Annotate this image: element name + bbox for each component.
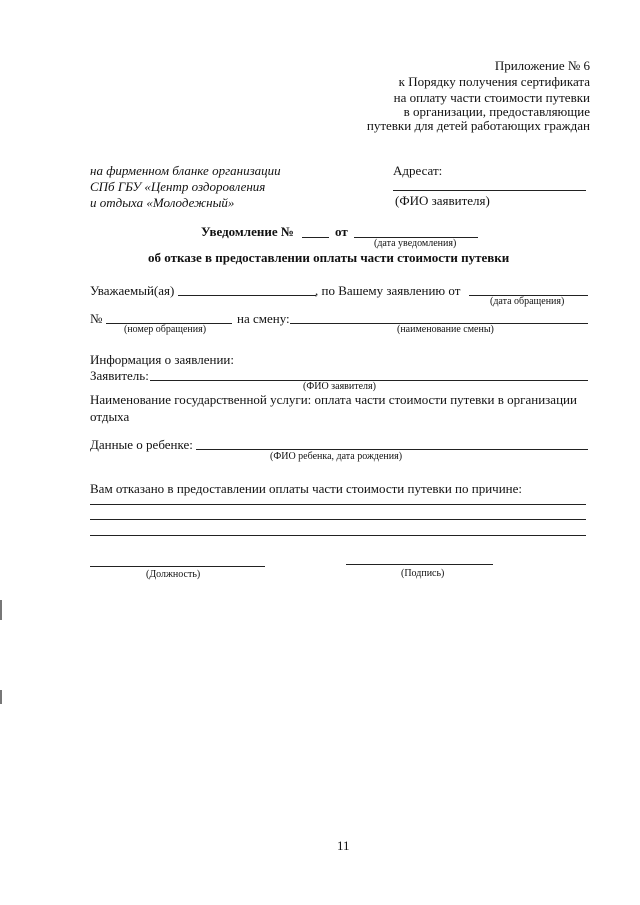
number-sign: № xyxy=(90,311,103,326)
reason-line xyxy=(90,535,586,536)
position-caption: (Должность) xyxy=(146,569,201,580)
signature-caption: (Подпись) xyxy=(401,568,445,579)
shift-caption: (наименование смены) xyxy=(397,324,494,335)
shift-label: на смену: xyxy=(237,311,290,326)
reason-line xyxy=(90,504,586,505)
request-date-caption: (дата обращения) xyxy=(490,296,565,307)
page-number: 11 xyxy=(337,838,350,853)
notice-title-prefix: Уведомление № xyxy=(201,224,294,239)
addressee-line xyxy=(393,190,586,191)
appendix-line: на оплату части стоимости путевки xyxy=(393,90,590,105)
scan-edge-mark xyxy=(0,600,2,620)
greeting-label: Уважаемый(ая) xyxy=(90,283,175,298)
reason-line xyxy=(90,519,586,520)
letterhead-line: СПб ГБУ «Центр оздоровления xyxy=(90,179,266,194)
statement-text: , по Вашему заявлению от xyxy=(315,283,461,298)
notice-title-from: от xyxy=(335,224,348,239)
addressee-caption: (ФИО заявителя) xyxy=(395,193,490,208)
notice-number-line xyxy=(302,237,329,238)
child-caption: (ФИО ребенка, дата рождения) xyxy=(270,451,403,462)
appendix-line: в организации, предоставляющие xyxy=(403,104,590,119)
letterhead-line: на фирменном бланке организации xyxy=(90,163,281,178)
info-heading: Информация о заявлении: xyxy=(90,352,234,367)
letterhead-line: и отдыха «Молодежный» xyxy=(90,195,235,210)
appendix-number: Приложение № 6 xyxy=(494,58,590,73)
refusal-text: Вам отказано в предоставлении оплаты части стоимости путевки по причине: xyxy=(90,481,523,496)
notice-subtitle: об отказе в предоставлении оплаты части стоимости путевки xyxy=(148,250,510,265)
signature-line xyxy=(346,564,493,565)
appendix-line: путевки для детей работающих граждан xyxy=(366,118,590,133)
service-name-line2: отдыха xyxy=(90,409,130,424)
child-line xyxy=(196,449,588,450)
scan-edge-mark xyxy=(0,690,2,704)
appendix-line: к Порядку получения сертификата xyxy=(398,74,590,89)
addressee-label: Адресат: xyxy=(393,163,443,178)
notice-date-caption: (дата уведомления) xyxy=(374,238,457,249)
child-label: Данные о ребенке: xyxy=(90,437,193,452)
applicant-label: Заявитель: xyxy=(90,368,149,383)
service-name-line1: Наименование государственной услуги: оплата части стоимости путевки в организации xyxy=(90,392,577,407)
position-line xyxy=(90,566,265,567)
request-number-caption: (номер обращения) xyxy=(124,324,207,335)
greeting-name-line xyxy=(178,295,316,296)
applicant-caption: (ФИО заявителя) xyxy=(303,381,376,392)
